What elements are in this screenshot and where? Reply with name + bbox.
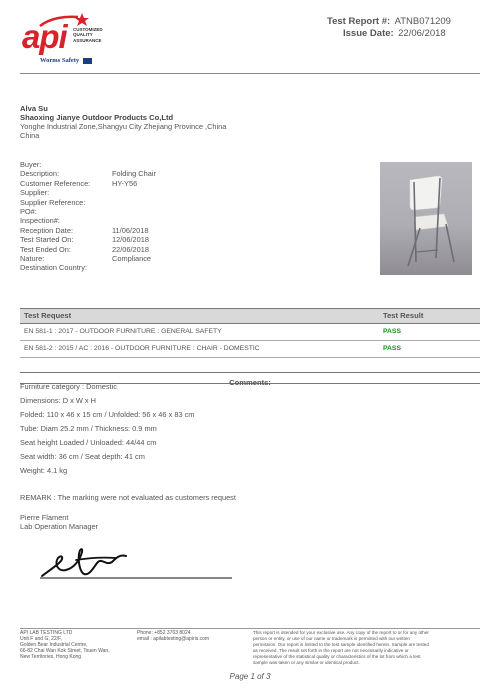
- test-request: EN 581-2 : 2015 / AC : 2016 - OUTDOOR FURNITURE : CHAIR - DOMESTIC: [24, 345, 260, 352]
- info-row-reception-date: Reception Date: 11/06/2018: [20, 225, 149, 235]
- footer-contact: Phone: +852 3703 8024 email : apilabtesting@apiris.com: [137, 630, 252, 642]
- test-table-header: [20, 308, 480, 324]
- info-row-buyer: Buyer:: [20, 160, 42, 169]
- client-address: Yonghe Industrial Zone,Shangyu City Zhejiang Province ,China: [20, 122, 227, 131]
- report-number: Test Report #: ATNB071209: [327, 16, 451, 27]
- client-company: Shaoxing Jianye Outdoor Products Co,Ltd: [20, 113, 174, 122]
- client-country: China: [20, 131, 40, 140]
- remark: REMARK : The marking were not evaluated as customers request: [20, 493, 236, 502]
- logo-wordmark: api: [22, 18, 67, 55]
- comment-line: Folded: 110 x 46 x 15 cm / Unfolded: 56 x 46 x 83 cm: [20, 410, 195, 419]
- header-rule: [20, 73, 480, 74]
- footer-rule: [20, 628, 480, 629]
- client-block: [20, 104, 480, 140]
- signature-image: [36, 540, 236, 582]
- comment-line: Dimensions: D x W x H: [20, 396, 96, 405]
- email-link[interactable]: email : apilabtesting@apiris.com: [137, 636, 210, 642]
- signatory-name: Pierre Flament: [20, 513, 69, 522]
- info-row-customer-reference: Customer Reference: HY-Y56: [20, 178, 138, 188]
- footer-company: API LAB TESTING LTD Unit F and G, 22/F, Golden Bear Industrial Centre, 66-82 Chai Wan Kok Street, Tsuen Wan, New Territories, Hong Kong: [20, 630, 110, 660]
- info-row-supplier: Supplier:: [20, 188, 50, 198]
- info-row-description: Description: Folding Chair: [20, 169, 156, 179]
- info-row-po: PO#:: [20, 206, 37, 216]
- test-row: [20, 324, 480, 341]
- test-table: [20, 308, 480, 358]
- test-result: PASS: [383, 328, 402, 335]
- client-name: Alva Su: [20, 104, 48, 113]
- comments-title: Comments:: [229, 378, 271, 387]
- footer-disclaimer: This report is intended for your exclusive use. Any copy of the report to or for any other person or entity, or use of our name or trademark is permitted with our written permission. Our report is limited to the test sample identified herein. Sample are tested as received. The result set forth in the report are not necessarily indicative or representative of the statistical quality or characteristics of the lot from which a test sample was taken or any similar or identical product.: [253, 630, 429, 665]
- signatory-title: Lab Operation Manager: [20, 522, 99, 531]
- header-test-result: Test Result: [383, 311, 424, 320]
- info-row-destination-country: Destination Country:: [20, 263, 87, 273]
- product-photo: [380, 162, 472, 275]
- comment-line: Seat height Loaded / Unloaded: 44/44 cm: [20, 438, 157, 447]
- page-number: Page 1 of 3: [229, 672, 271, 681]
- test-request: EN 581-1 : 2017 - OUTDOOR FURNITURE : GENERAL SAFETY: [24, 328, 222, 335]
- comment-line: Tube: Diam 25.2 mm / Thickness: 0.9 mm: [20, 424, 157, 433]
- info-row-test-started: Test Started On: 12/06/2018: [20, 235, 149, 245]
- flag-icon: [83, 58, 92, 64]
- logo-tagline: CUSTOMIZED QUALITY ASSURANCE: [73, 27, 103, 43]
- info-row-nature: Nature: Compliance: [20, 253, 152, 263]
- comment-line: Seat width: 36 cm / Seat depth: 41 cm: [20, 452, 145, 461]
- sub-brand: Worms Safety: [40, 57, 92, 64]
- header-test-request: Test Request: [24, 311, 72, 320]
- test-row: [20, 341, 480, 358]
- info-row-test-ended: Test Ended On: 22/06/2018: [20, 244, 149, 254]
- info-row-inspection: Inspection#:: [20, 216, 60, 226]
- issue-date: Issue Date: 22/06/2018: [343, 28, 446, 39]
- comment-line: Weight: 4.1 kg: [20, 466, 68, 475]
- comment-line: Furniture category : Domestic: [20, 382, 117, 391]
- test-result: PASS: [383, 345, 402, 352]
- info-grid: [20, 160, 350, 273]
- info-row-supplier-reference: Supplier Reference:: [20, 197, 86, 207]
